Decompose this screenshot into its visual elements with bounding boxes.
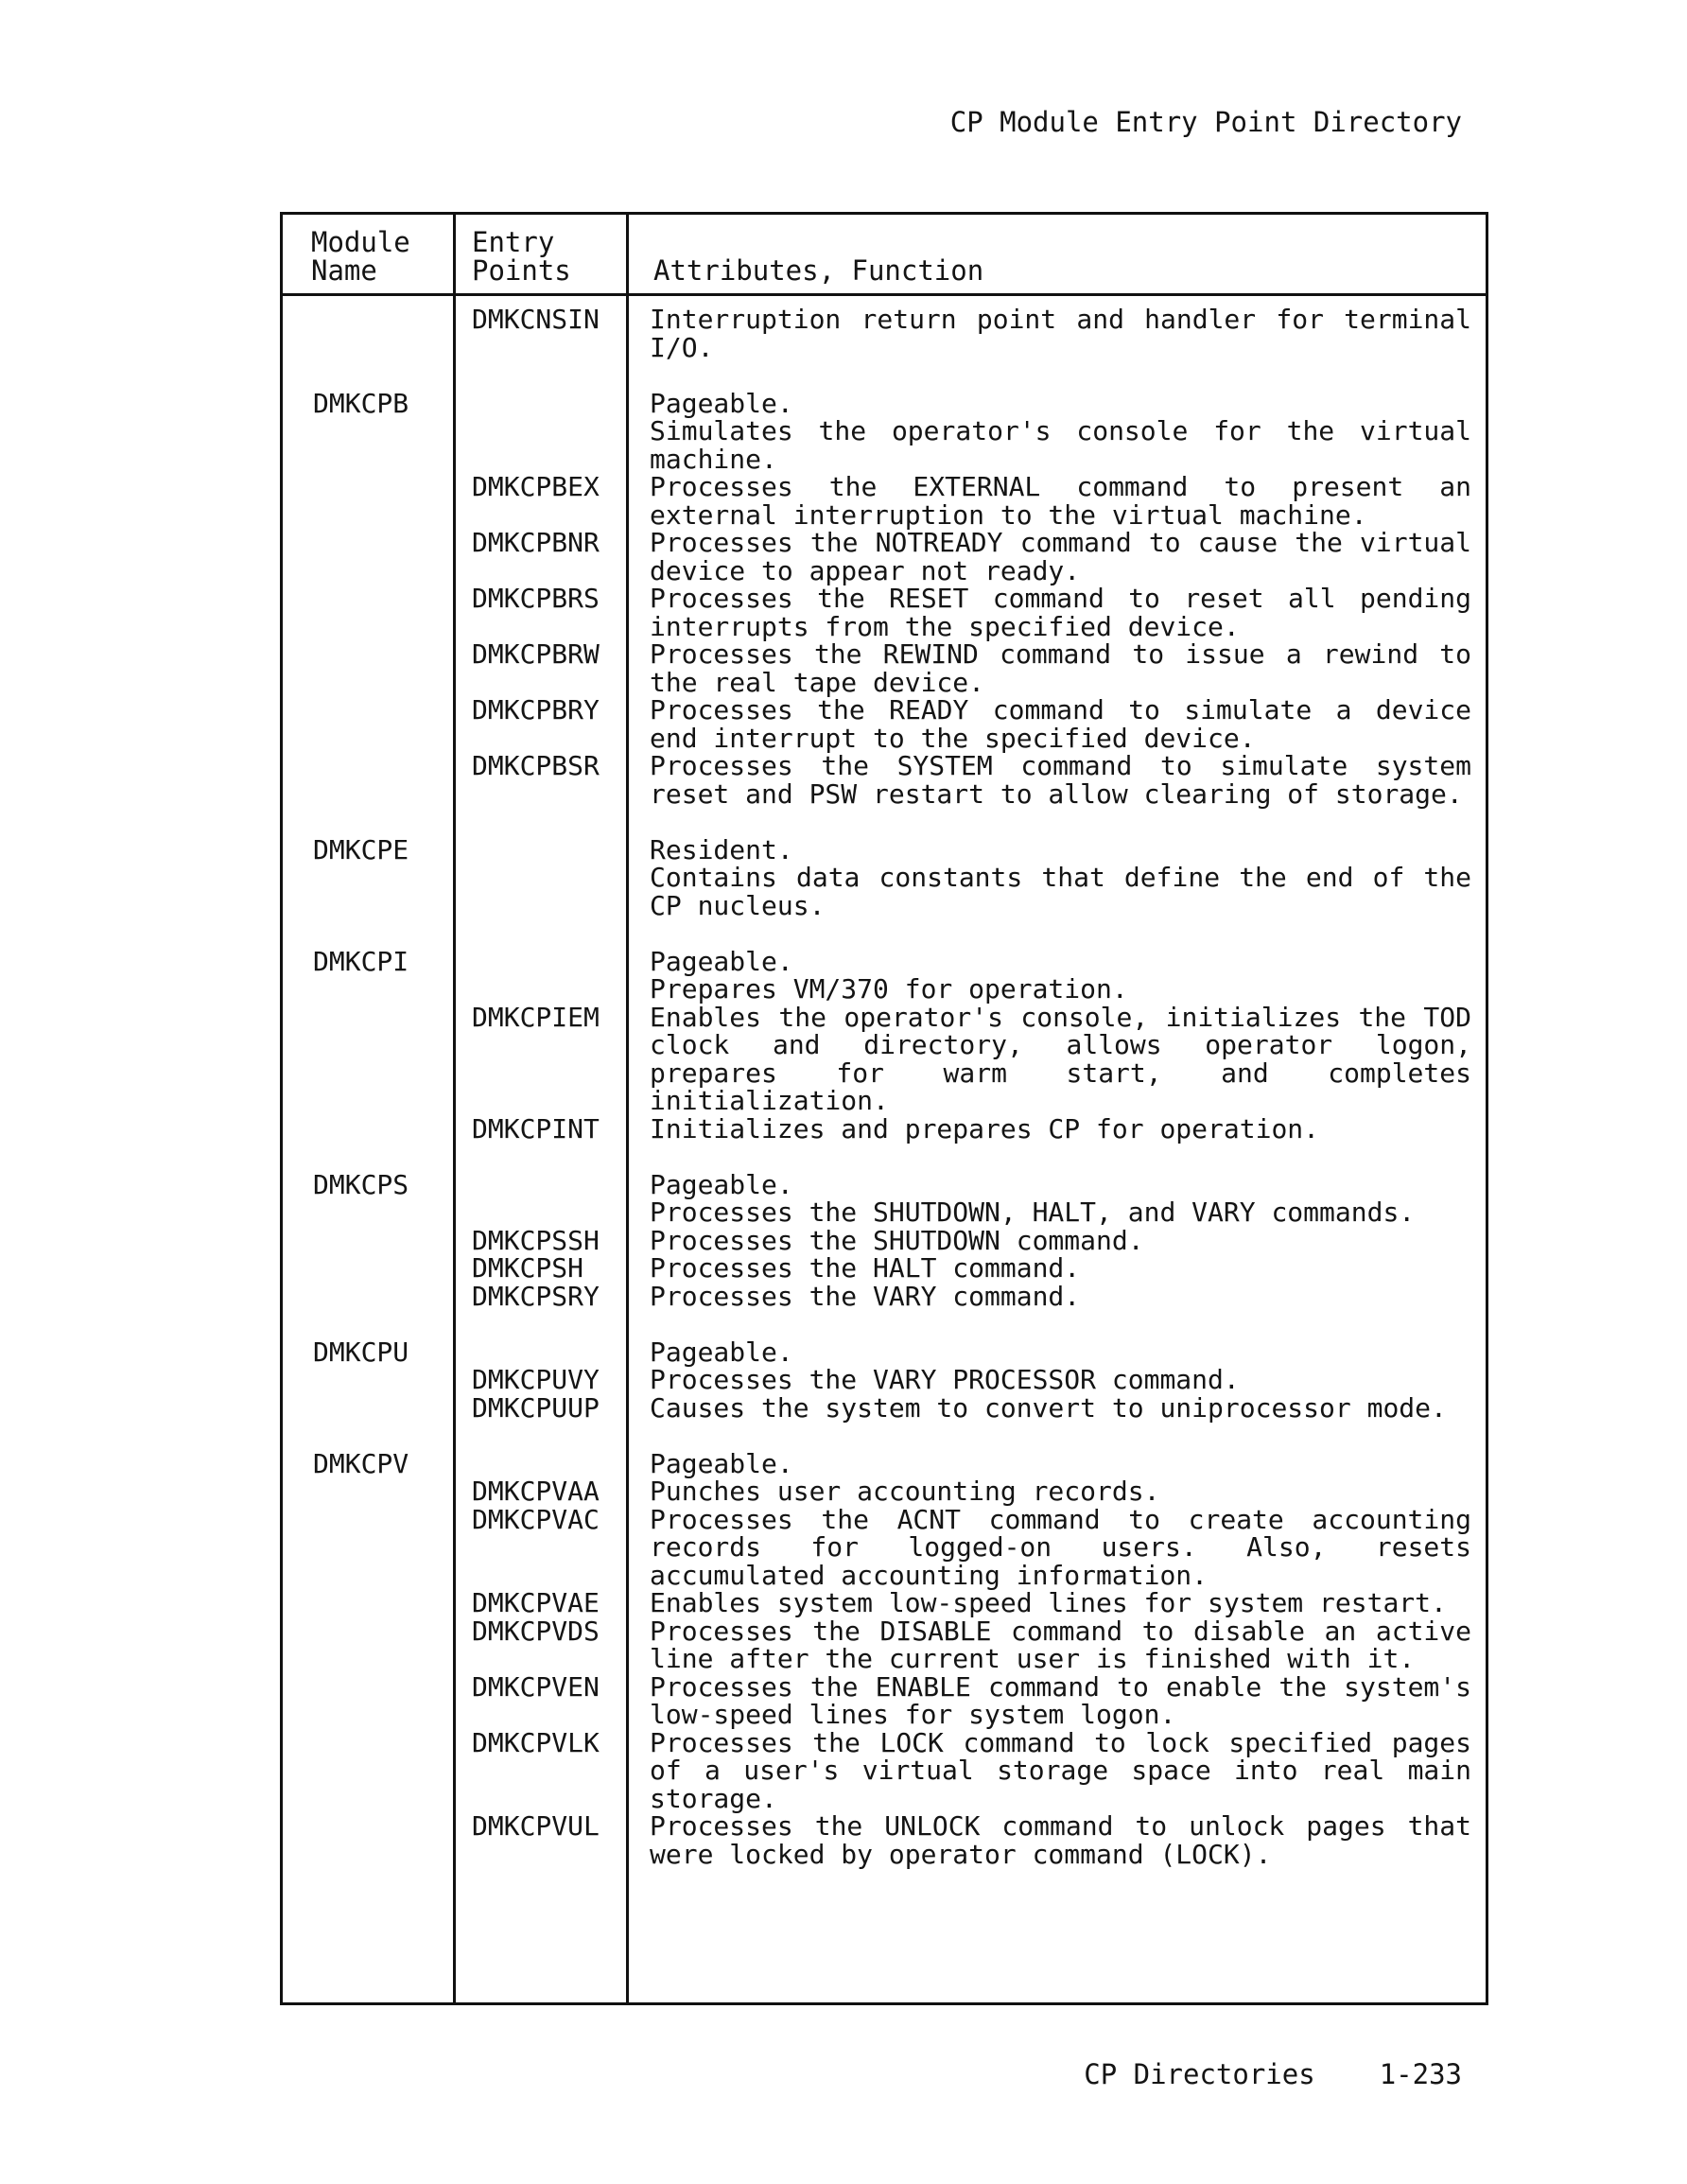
function-description-cell: Causes the system to convert to uniprocessor mode. [650, 1391, 1447, 1424]
entry-point-cell: DMKCPVAA [472, 1476, 600, 1507]
row-spacer [283, 808, 1486, 836]
module-name-header: Module Name [311, 226, 410, 287]
table-row [283, 1168, 1486, 1200]
module-name-cell: DMKCPU [313, 1336, 409, 1368]
row-spacer [283, 1422, 1486, 1450]
function-description-cell: Enables the operator's console, initializes the TOD clock and directory, allows operator logon, prepares for warm start, and completes initialization. [650, 1001, 1471, 1116]
function-description-cell: Contains data constants that define the end of the CP nucleus. [650, 862, 1471, 921]
table-row [283, 640, 1486, 696]
table-row [283, 833, 1486, 865]
function-description-cell: Enables system low-speed lines for system restart. [650, 1587, 1447, 1618]
function-description-cell: Processes the SHUTDOWN, HALT, and VARY commands. [650, 1197, 1416, 1228]
table-row [283, 585, 1486, 640]
header-rule [283, 293, 1486, 296]
entry-point-cell: DMKCPVDS [472, 1615, 600, 1647]
function-description-cell: Pageable. [650, 1336, 793, 1368]
function-description-cell: Processes the UNLOCK command to unlock pages that were locked by operator command (LOCK). [650, 1810, 1471, 1870]
entry-point-cell: DMKCPBSR [472, 750, 600, 781]
page-number: 1-233 [1379, 2058, 1462, 2090]
entry-point-cell: DMKCPBRY [472, 694, 600, 725]
table-row [283, 1391, 1486, 1424]
module-name-cell: DMKCPB [313, 387, 409, 419]
table-row [283, 306, 1486, 361]
table-row [283, 1001, 1486, 1116]
table-row [283, 945, 1486, 977]
table-row [283, 696, 1486, 752]
table-row [283, 1726, 1486, 1814]
function-description-cell: Pageable. [650, 387, 793, 419]
entry-point-cell: DMKCPSSH [472, 1224, 600, 1256]
page-footer [946, 2058, 1462, 2090]
table-row [283, 1112, 1486, 1144]
table-row [283, 1366, 1486, 1394]
entry-point-cell: DMKCPINT [472, 1112, 600, 1144]
entry-point-cell: DMKCPUUP [472, 1391, 600, 1424]
function-description-cell: Interruption return point and handler for terminal I/O. [650, 304, 1471, 363]
table-row [283, 417, 1486, 473]
entry-point-cell: DMKCPBEX [472, 471, 600, 502]
function-description-cell: Processes the HALT command. [650, 1252, 1081, 1284]
entry-point-cell: DMKCPBRW [472, 638, 600, 670]
module-name-cell: DMKCPS [313, 1168, 409, 1200]
function-description-cell: Processes the READY command to simulate a device end interrupt to the specified device. [650, 694, 1471, 754]
function-description-cell: Processes the DISABLE command to disable an active line after the current user is finished with it. [650, 1615, 1471, 1674]
function-description-cell: Resident. [650, 833, 793, 865]
function-description-cell: Processes the EXTERNAL command to present an external interruption to the virtual machine. [650, 471, 1471, 531]
function-description-cell: Simulates the operator's console for the virtual machine. [650, 415, 1471, 475]
row-spacer [283, 361, 1486, 390]
table-row [283, 1224, 1486, 1256]
entry-point-cell: DMKCPSH [472, 1252, 584, 1284]
table-row [283, 1280, 1486, 1312]
entry-point-cell: DMKCPVLK [472, 1726, 600, 1758]
function-description-cell: Processes the SYSTEM command to simulate system reset and PSW restart to allow clearing of storage. [650, 750, 1471, 810]
function-description-cell: Pageable. [650, 1168, 793, 1200]
entry-point-cell: DMKCPBRS [472, 583, 600, 614]
table-row [283, 1477, 1486, 1506]
entry-point-cell: DMKCPVAC [472, 1503, 600, 1535]
function-description-cell: Initializes and prepares CP for operation. [650, 1112, 1320, 1144]
footer-section-title: CP Directories [1084, 2058, 1315, 2090]
function-description-cell: Processes the VARY PROCESSOR command. [650, 1364, 1240, 1395]
entry-point-cell: DMKCPVAE [472, 1587, 600, 1618]
function-description-cell: Processes the SHUTDOWN command. [650, 1224, 1144, 1256]
row-spacer [283, 919, 1486, 948]
entry-point-cell: DMKCPVUL [472, 1810, 600, 1842]
entry-point-cell: DMKCPVEN [472, 1670, 600, 1703]
module-name-cell: DMKCPE [313, 833, 409, 865]
table-row [283, 975, 1486, 1004]
table-row [283, 1338, 1486, 1367]
entry-points-header: Entry Points [472, 226, 571, 287]
table-row [283, 529, 1486, 585]
table-row [283, 1617, 1486, 1673]
module-name-cell: DMKCPI [313, 945, 409, 977]
function-description-cell: Processes the NOTREADY command to cause the virtual device to appear not ready. [650, 527, 1471, 586]
function-description-cell: Processes the VARY command. [650, 1280, 1081, 1312]
table-row [283, 473, 1486, 529]
entry-point-cell: DMKCPUVY [472, 1364, 600, 1395]
function-description-cell: Processes the LOCK command to lock specified pages of a user's virtual storage space into real main storage. [650, 1726, 1471, 1814]
entry-point-cell: DMKCNSIN [472, 304, 600, 335]
function-description-cell: Processes the REWIND command to issue a rewind to the real tape device. [650, 638, 1471, 698]
row-spacer [283, 1143, 1486, 1171]
function-description-cell: Processes the RESET command to reset all pending interrupts from the specified device. [650, 583, 1471, 642]
table-row [283, 387, 1486, 419]
table-row [283, 752, 1486, 808]
entry-point-cell: DMKCPIEM [472, 1001, 600, 1033]
function-description-cell: Pageable. [650, 1447, 793, 1479]
function-description-cell: Processes the ACNT command to create accounting records for logged-on users. Also, resets accumulated accounting information. [650, 1503, 1471, 1591]
table-body [283, 306, 1486, 1868]
function-description-cell: Punches user accounting records. [650, 1476, 1160, 1507]
table-row [283, 1589, 1486, 1617]
attributes-function-header: Attributes, Function [653, 254, 984, 287]
table-row [283, 1670, 1486, 1730]
table-row [283, 1198, 1486, 1227]
table-row [283, 1812, 1486, 1868]
module-name-cell: DMKCPV [313, 1447, 409, 1479]
function-description-cell: Prepares VM/370 for operation. [650, 973, 1128, 1005]
table-row [283, 864, 1486, 919]
function-description-cell: Processes the ENABLE command to enable the system's low-speed lines for system logon. [650, 1670, 1471, 1730]
table-row [283, 1503, 1486, 1591]
entry-point-cell: DMKCPBNR [472, 527, 600, 558]
entry-point-table [280, 212, 1488, 2005]
row-spacer [283, 1310, 1486, 1338]
page-header: CP Module Entry Point Directory [949, 106, 1462, 138]
function-description-cell: Pageable. [650, 945, 793, 977]
table-row [283, 1254, 1486, 1283]
table-row [283, 1447, 1486, 1479]
entry-point-cell: DMKCPSRY [472, 1280, 600, 1312]
